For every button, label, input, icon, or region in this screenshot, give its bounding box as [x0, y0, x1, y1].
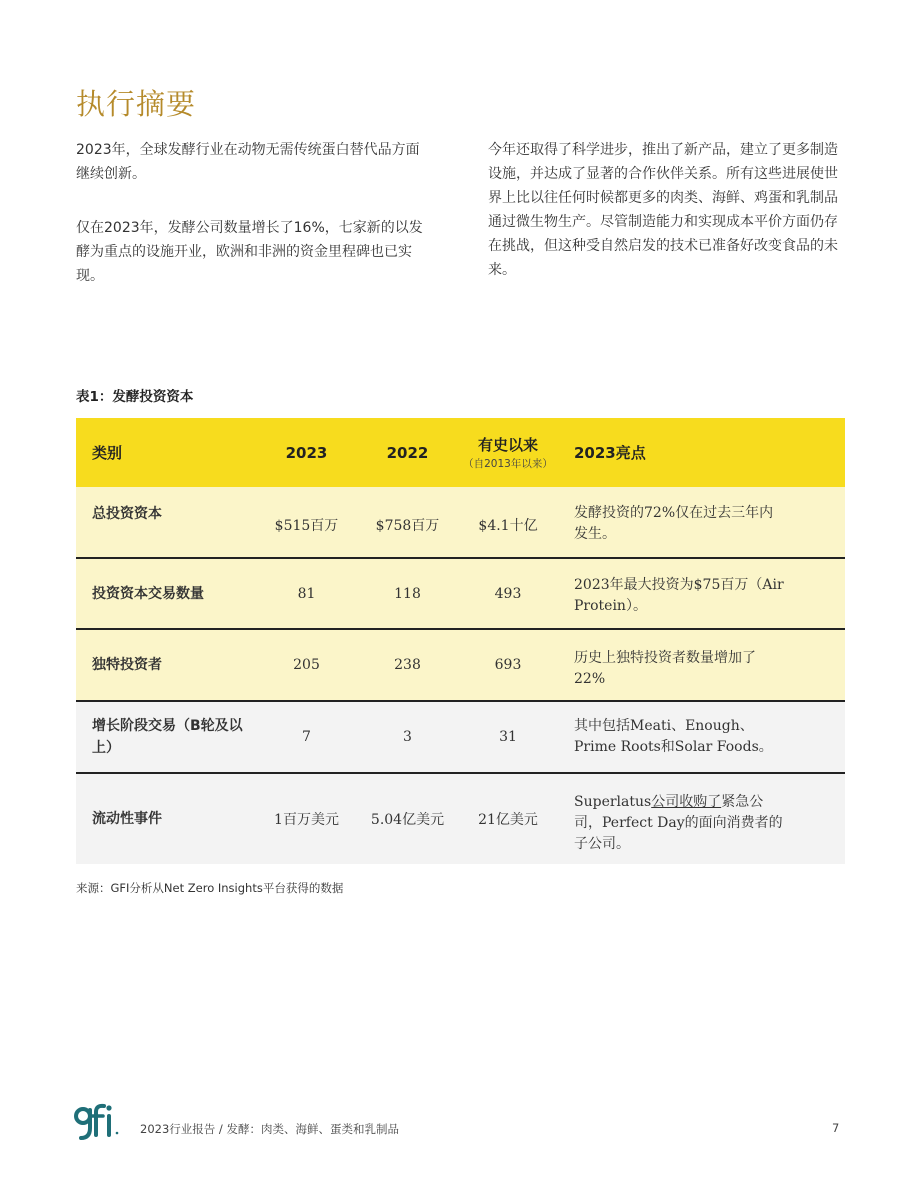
table-row	[76, 487, 845, 558]
table-row	[76, 629, 845, 701]
row-value-2022: $758百万	[375, 518, 440, 534]
row-category: 总投资资本	[92, 506, 162, 522]
row-category: 流动性事件	[92, 811, 162, 827]
gfi-logo	[74, 1102, 124, 1150]
row-value-2022: 3	[403, 729, 412, 745]
row-highlight: 2023年最大投资为$75百万（Air Protein）。	[574, 577, 784, 614]
source-note: 来源：GFI分析从Net Zero Insights平台获得的数据	[76, 881, 344, 895]
row-value-alltime: 21亿美元	[478, 812, 538, 828]
row-value-2023: 205	[293, 657, 320, 673]
row-highlight: 历史上独特投资者数量增加了22%	[574, 650, 756, 687]
row-highlight	[558, 773, 845, 864]
header-highlights: 2023亮点	[574, 444, 646, 462]
highlight-rest: 紧急公司，Perfect Day的面向消费者的子公司。	[574, 794, 783, 852]
row-value-2023: 1百万美元	[274, 812, 339, 828]
row-value-2023: 81	[297, 585, 316, 602]
table-row	[76, 558, 845, 629]
acquisition-link[interactable]: 公司收购了	[651, 794, 722, 810]
row-value-2022: 238	[394, 657, 421, 673]
row-highlight: 其中包括Meati、Enough、Prime Roots和Solar Foods。	[574, 718, 773, 755]
row-value-alltime: $4.1十亿	[478, 518, 538, 534]
row-value-alltime: 493	[494, 585, 522, 602]
header-alltime-sub: （自2013年以来）	[463, 458, 553, 470]
intro-paragraph: 2023年，全球发酵行业在动物无需传统蛋白替代品方面继续创新。	[76, 142, 420, 182]
table-row	[76, 701, 845, 773]
row-value-2023: 7	[302, 729, 311, 745]
row-value-2022: 5.04亿美元	[370, 812, 445, 828]
row-value-2022: 118	[394, 585, 421, 602]
page-number: 7	[832, 1121, 840, 1135]
progress-paragraph: 今年还取得了科学进步，推出了新产品，建立了更多制造设施，并达成了显著的合作伙伴关系。所有这些进展使世界上比以往任何时候都更多的肉类、海鲜、鸡蛋和乳制品通过微生物生产。尽管制造能力和实现成本平价方面仍存在挑战，但这种受自然启发的技术已准备好改变食品的未来。	[488, 142, 838, 278]
row-category: 投资资本交易数量	[92, 585, 204, 602]
header-alltime-label: 有史以来	[477, 436, 538, 454]
header-category: 类别	[92, 444, 123, 462]
row-value-alltime: 31	[499, 729, 517, 745]
growth-paragraph: 仅在2023年，发酵公司数量增长了16%，七家新的以发酵为重点的设施开业，欧洲和非洲的资金里程碑也已实现。	[76, 220, 423, 284]
footer-report-title: 2023行业报告 / 发酵：肉类、海鲜、蛋类和乳制品	[140, 1122, 399, 1136]
investment-table	[76, 418, 845, 864]
row-category: 独特投资者	[92, 657, 162, 673]
table-row	[76, 773, 845, 864]
highlight-company: Superlatus	[574, 794, 652, 810]
gfi-logo-icon	[74, 1102, 124, 1150]
table-caption: 表1：发酵投资资本	[76, 389, 194, 405]
row-value-2023: $515百万	[274, 518, 339, 534]
header-2022: 2022	[386, 443, 429, 462]
row-category: 增长阶段交易（B轮及以上）	[92, 718, 243, 756]
header-2023: 2023	[285, 443, 328, 462]
header-alltime	[458, 418, 558, 487]
row-value-alltime: 693	[494, 657, 522, 673]
table-header-row	[76, 418, 845, 487]
page-title: 执行摘要	[76, 87, 197, 121]
row-highlight: 发酵投资的72%仅在过去三年内发生。	[574, 505, 774, 542]
